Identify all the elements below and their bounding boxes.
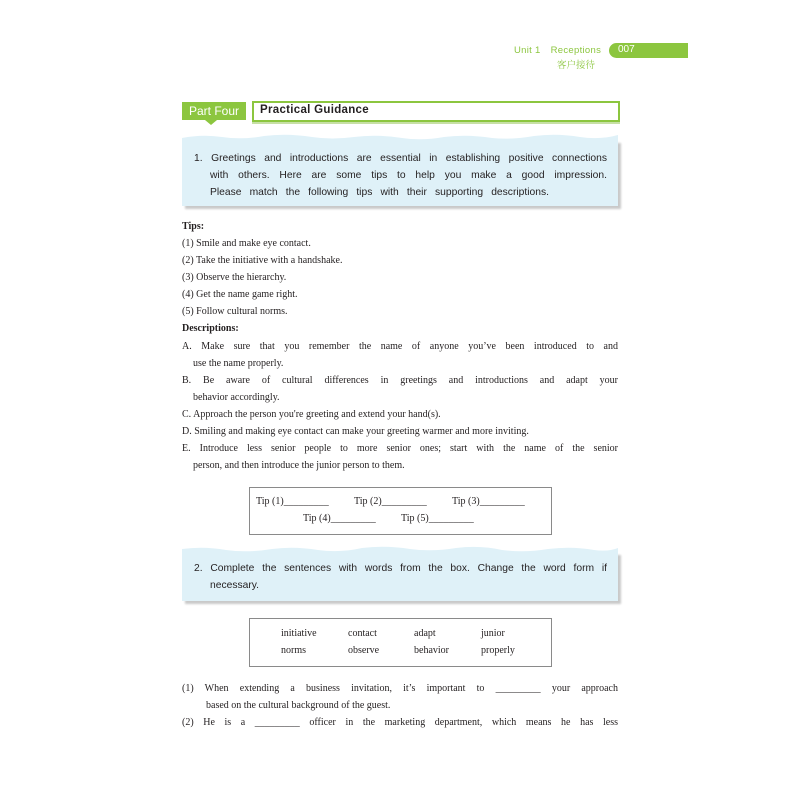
q1-line-1: 1. Greetings and introductions are essential in establishing positive connections [194, 153, 607, 164]
tip-item: (1) Smile and make eye contact. [182, 238, 311, 249]
word-item: junior [481, 628, 505, 639]
description-a-line-2: use the name properly. [193, 358, 284, 369]
word-item: norms [281, 645, 306, 656]
tip-item: (2) Take the initiative with a handshake. [182, 255, 343, 266]
answer-tip-2[interactable]: Tip (2)_________ [354, 496, 427, 507]
answer-tip-4[interactable]: Tip (4)_________ [303, 513, 376, 524]
word-item: initiative [281, 628, 317, 639]
unit-label: Unit 1 [514, 45, 541, 56]
page-number: 007 [618, 44, 635, 55]
tips-heading: Tips: [182, 221, 205, 232]
sentence-1-line-1: (1) When extending a business invitation, it’s important to _________ your approach [182, 683, 618, 694]
word-item: adapt [414, 628, 436, 639]
part-label-tail [205, 120, 217, 125]
description-e-line-2: person, and then introduce the junior person to them. [193, 460, 405, 471]
answer-box [249, 487, 552, 535]
part-title-box [252, 101, 620, 122]
question-2-box [182, 552, 618, 601]
description-a-line-1: A. Make sure that you remember the name of anyone you’ve been introduced to and [182, 341, 618, 352]
tip-item: (3) Observe the hierarchy. [182, 272, 287, 283]
answer-tip-1[interactable]: Tip (1)_________ [256, 496, 329, 507]
word-item: properly [481, 645, 515, 656]
description-d: D. Smiling and making eye contact can make your greeting warmer and more inviting. [182, 426, 529, 437]
tip-item: (5) Follow cultural norms. [182, 306, 288, 317]
running-header [514, 45, 601, 56]
section-label-cn: 客户接待 [557, 60, 596, 71]
word-item: behavior [414, 645, 449, 656]
word-item: contact [348, 628, 377, 639]
torn-edge-top [182, 134, 618, 144]
tip-item: (4) Get the name game right. [182, 289, 298, 300]
page-number-tab [609, 43, 688, 58]
description-b-line-2: behavior accordingly. [193, 392, 280, 403]
part-label: Part Four [182, 102, 246, 120]
part-title-underline [252, 122, 620, 124]
answer-tip-5[interactable]: Tip (5)_________ [401, 513, 474, 524]
description-e-line-1: E. Introduce less senior people to more senior ones; start with the name of the senior [182, 443, 618, 454]
description-b-line-1: B. Be aware of cultural differences in greetings and introductions and adapt your [182, 375, 618, 386]
description-c: C. Approach the person you're greeting and extend your hand(s). [182, 409, 441, 420]
torn-edge-top [182, 546, 618, 556]
sentence-1-line-2: based on the cultural background of the guest. [206, 700, 391, 711]
q2-line-1: 2. Complete the sentences with words from the box. Change the word form if [194, 563, 607, 574]
sentence-2-line-1: (2) He is a _________ officer in the marketing department, which means he has less [182, 717, 618, 728]
word-item: observe [348, 645, 380, 656]
q1-line-2: with others. Here are some tips to help you make a good impression. [210, 170, 607, 181]
q1-line-3: Please match the following tips with their supporting descriptions. [210, 187, 549, 198]
q2-line-2: necessary. [210, 580, 260, 591]
question-1-box [182, 140, 618, 206]
answer-tip-3[interactable]: Tip (3)_________ [452, 496, 525, 507]
part-title: Practical Guidance [260, 104, 369, 116]
word-box [249, 618, 552, 667]
section-label: Receptions [550, 45, 602, 56]
descriptions-heading: Descriptions: [182, 323, 239, 334]
